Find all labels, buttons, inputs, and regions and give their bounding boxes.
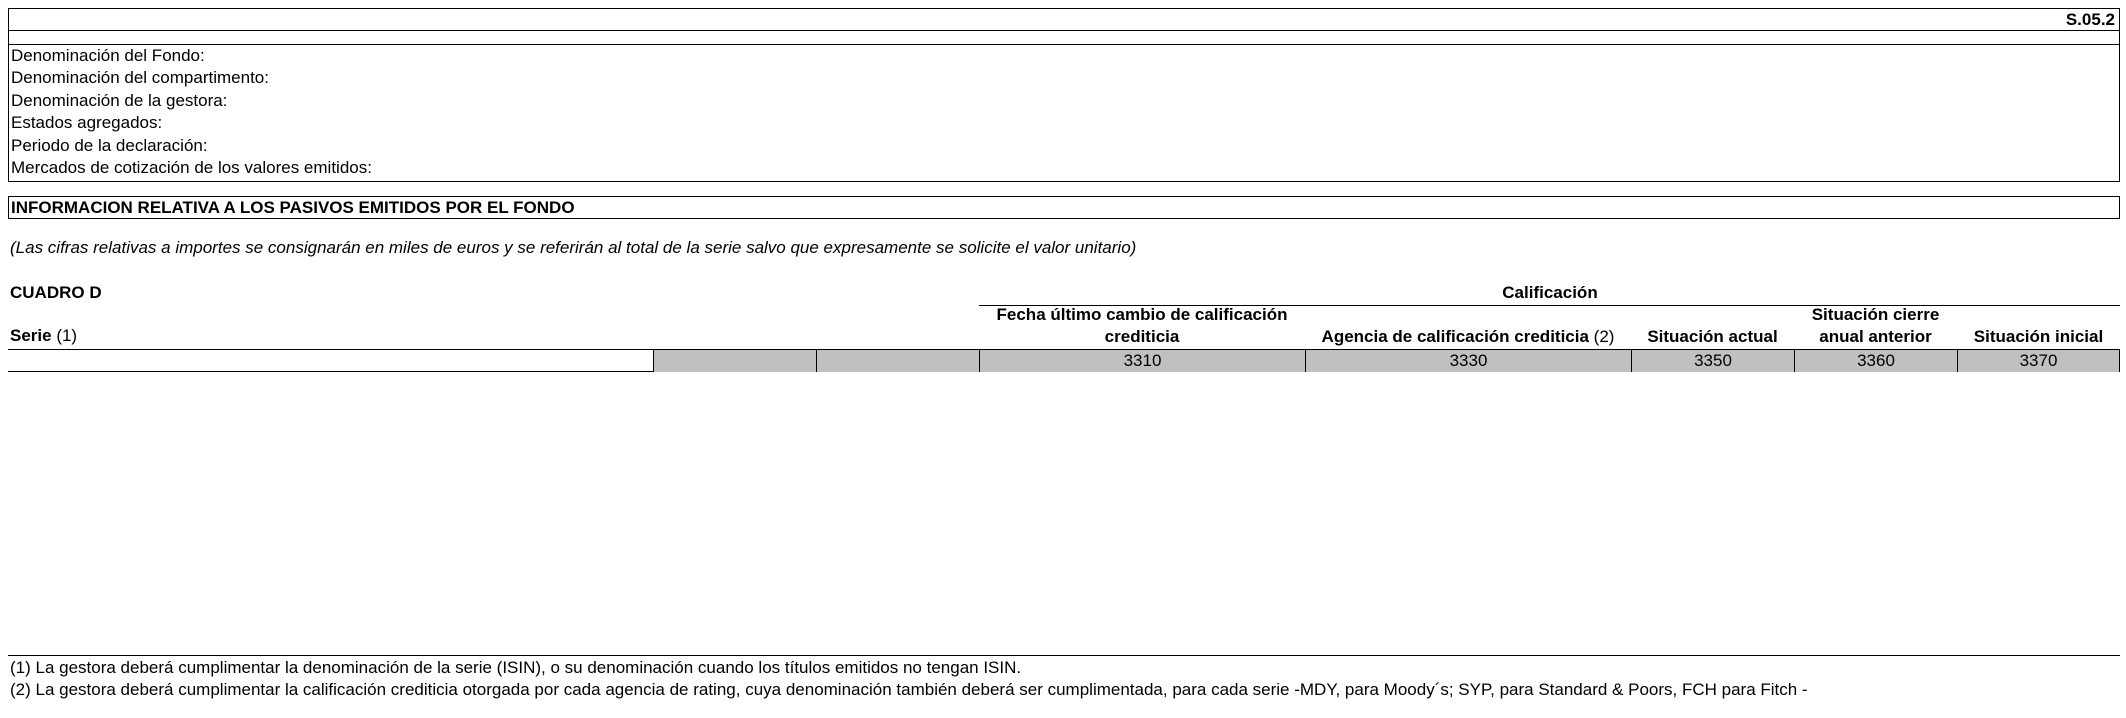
code-cell-3360[interactable]: 3360 <box>1794 350 1957 372</box>
col-cierre-header <box>1794 304 1957 348</box>
amounts-note: (Las cifras relativas a importes se consignarán en miles de euros y se referirán al total de la serie salvo que expresamente se solicite el valor unitario) <box>10 238 1137 257</box>
meta-periodo: Periodo de la declaración: <box>11 136 208 155</box>
serie-header <box>10 326 77 346</box>
footnote-1: (1) La gestora deberá cumplimentar la denominación de la serie (ISIN), o su denominación cuando los títulos emitidos no tengan ISIN. <box>10 658 1022 677</box>
section-title: INFORMACION RELATIVA A LOS PASIVOS EMITIDOS POR EL FONDO <box>11 198 575 217</box>
calificacion-header: Calificación <box>1502 283 1598 302</box>
col-agencia-ref: (2) <box>1588 327 1615 346</box>
col-fecha-header <box>979 304 1305 348</box>
metadata-box <box>8 44 2120 182</box>
blank-box <box>8 30 2120 45</box>
form-code: S.05.2 <box>2065 10 2115 29</box>
col-agencia-header <box>1305 326 1631 348</box>
meta-fondo: Denominación del Fondo: <box>11 46 205 65</box>
col-fecha-line1: Fecha último cambio de calificación <box>996 305 1288 324</box>
footnote-separator <box>8 655 2120 656</box>
col-situacion-actual-header: Situación actual <box>1647 327 1778 346</box>
serie-label: Serie <box>10 326 52 345</box>
footnote-2: (2) La gestora deberá cumplimentar la calificación crediticia otorgada por cada agencia de rating, cuya denominación también deberá ser cumplimentada, para cada serie -MDY, para Moody´s; SYP, para Standard & Poors, FCH para Fitch - <box>10 680 1808 699</box>
serie-cell[interactable] <box>8 350 653 372</box>
gray-cell <box>653 350 816 372</box>
col-fecha-line2: crediticia <box>1104 327 1180 346</box>
section-title-box <box>8 196 2120 219</box>
code-cell-3330[interactable]: 3330 <box>1305 350 1631 372</box>
section-title-mask <box>601 197 631 218</box>
serie-ref: (1) <box>51 326 78 345</box>
code-cell-3310[interactable]: 3310 <box>979 350 1305 372</box>
col-cierre-line2: anual anterior <box>1819 327 1932 346</box>
meta-estados: Estados agregados: <box>11 113 163 132</box>
gray-cell <box>816 350 979 372</box>
meta-gestora: Denominación de la gestora: <box>11 91 228 110</box>
cuadro-label: CUADRO D <box>10 283 102 302</box>
meta-mercados: Mercados de cotización de los valores emitidos: <box>11 158 372 177</box>
code-cell-3350[interactable]: 3350 <box>1631 350 1794 372</box>
meta-compartimento: Denominación del compartimento: <box>11 68 269 87</box>
code-cell-3370[interactable]: 3370 <box>1957 350 2120 372</box>
col-agencia-label: Agencia de calificación crediticia <box>1321 327 1589 346</box>
form-code-box <box>8 8 2120 31</box>
col-cierre-line1: Situación cierre <box>1811 305 1940 324</box>
col-inicial-header: Situación inicial <box>1973 327 2104 346</box>
